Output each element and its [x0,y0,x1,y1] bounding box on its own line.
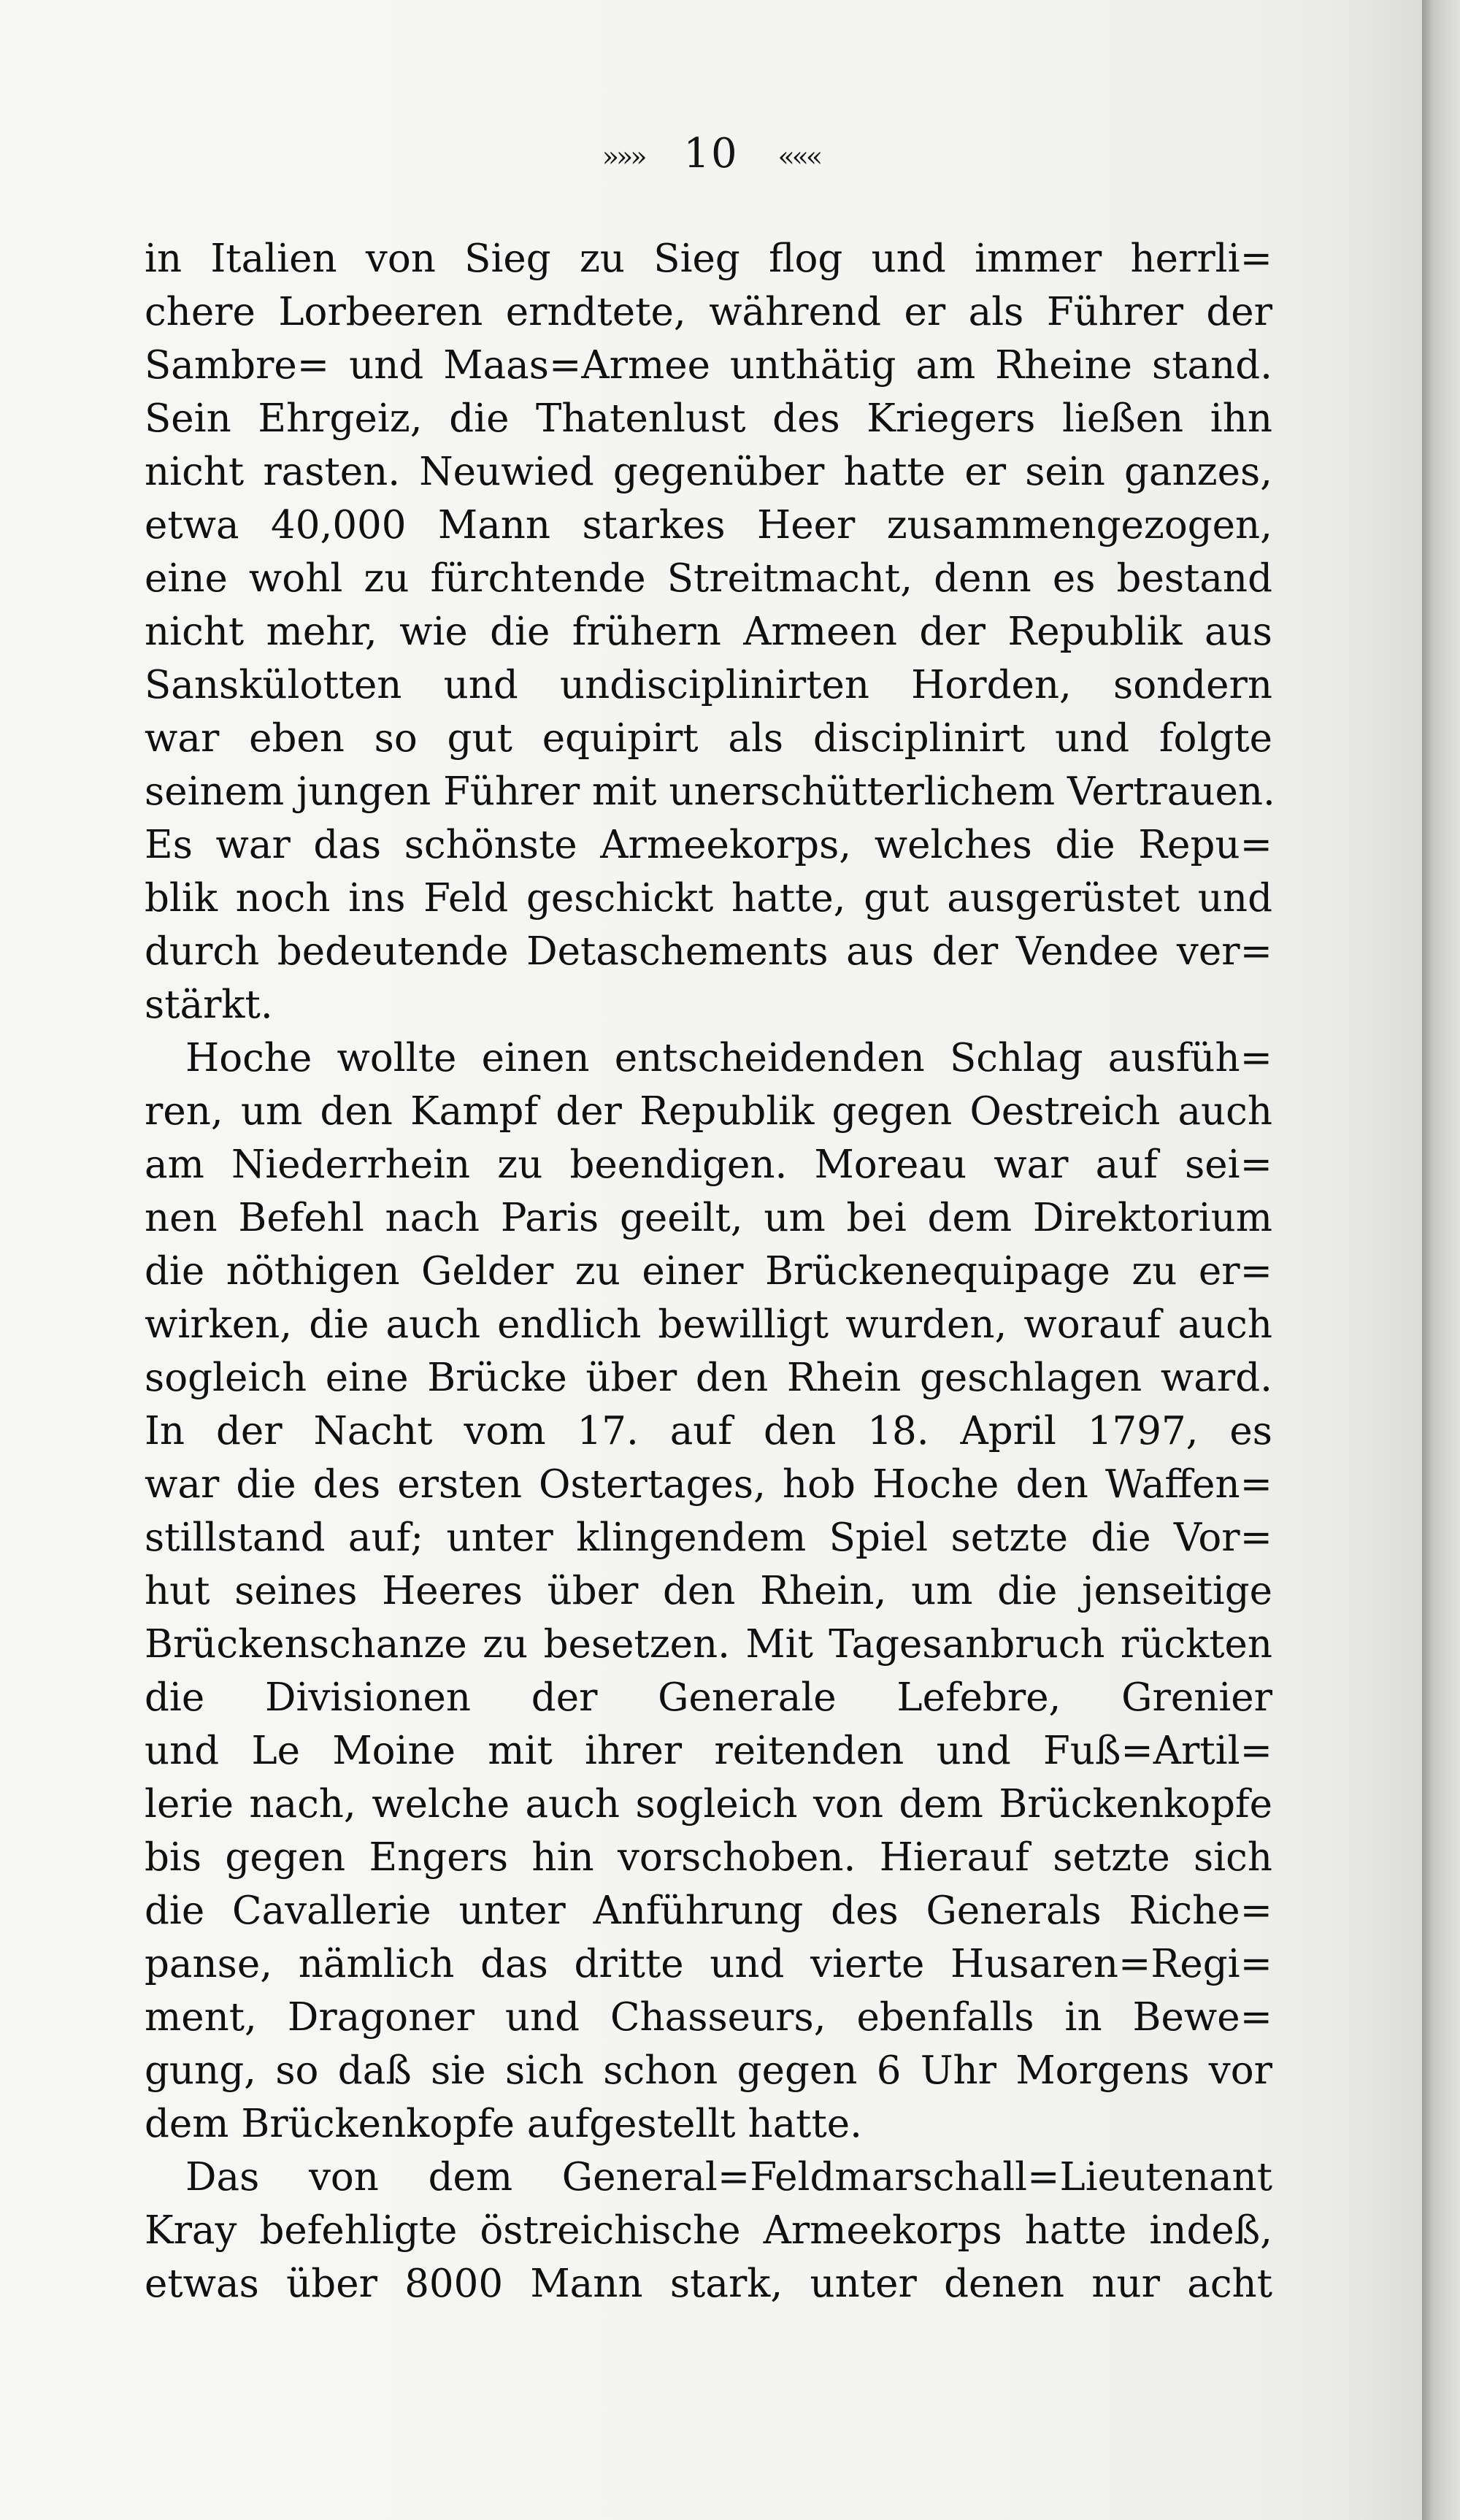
text-line: In der Nacht vom 17. auf den 18. April 1797, es [145,1409,1272,1453]
text-line: Sein Ehrgeiz, die Thatenlust des Kriegers ließen ihn [145,396,1272,441]
text-line: eine wohl zu fürchtende Streitmacht, denn es bestand [145,556,1272,601]
text-line: wirken, die auch endlich bewilligt wurden, worauf auch [145,1302,1272,1347]
text-line: nicht rasten. Neuwied gegenüber hatte er sein ganzes, [145,450,1272,494]
text-line: Das von dem General=Feldmarschall=Lieutenant [185,2155,1272,2200]
text-line: Hoche wollte einen entscheidenden Schlag ausfüh= [185,1036,1272,1080]
text-line: gung, so daß sie sich schon gegen 6 Uhr Morgens vor [145,2048,1272,2093]
text-line: die Divisionen der Generale Lefebre, Grenier [145,1675,1272,1720]
text-line: Sambre= und Maas=Armee unthätig am Rheine stand. [145,343,1272,388]
text-line: blik noch ins Feld geschickt hatte, gut ausgerüstet und [145,876,1272,921]
text-line: nicht mehr, wie die frühern Armeen der Republik aus [145,610,1272,654]
text-line: ment, Dragoner und Chasseurs, ebenfalls in Bewe= [145,1995,1272,2040]
text-line: ren, um den Kampf der Republik gegen Oestreich auch [145,1089,1272,1134]
text-line: seinem jungen Führer mit unerschütterlichem Vertrauen. [145,769,1275,814]
text-line: die Cavallerie unter Anführung des Generals Riche= [145,1889,1272,1933]
text-line: etwas über 8000 Mann stark, unter denen nur acht [145,2262,1272,2306]
text-line: lerie nach, welche auch sogleich von dem Brückenkopfe [145,1782,1272,1826]
text-line: Sanskülotten und undisciplinirten Horden, sondern [145,663,1272,707]
text-line: Kray befehligte östreichische Armeekorps hatte indeß, [145,2208,1272,2253]
text-line: stärkt. [145,983,273,1027]
text-line: sogleich eine Brücke über den Rhein geschlagen ward. [145,1356,1272,1400]
page-header [0,130,1422,177]
page-number: 10 [683,130,739,177]
text-line: hut seines Heeres über den Rhein, um die jenseitige [145,1569,1272,1613]
ornament-left: »»» [602,140,645,173]
text-line: bis gegen Engers hin vorschoben. Hierauf setzte sich [145,1835,1272,1880]
text-line: stillstand auf; unter klingendem Spiel setzte die Vor= [145,1516,1272,1560]
text-line: war eben so gut equipirt als disciplinirt und folgte [145,716,1272,761]
text-line: chere Lorbeeren erndtete, während er als Führer der [145,290,1272,334]
text-line: Brückenschanze zu besetzen. Mit Tagesanbruch rückten [145,1622,1272,1667]
body-text [145,232,1275,2310]
text-line: war die des ersten Ostertages, hob Hoche den Waffen= [145,1462,1272,1507]
text-line: und Le Moine mit ihrer reitenden und Fuß=Artil= [145,1729,1272,1773]
text-line: in Italien von Sieg zu Sieg flog und immer herrli= [145,237,1272,281]
text-line: dem Brückenkopfe aufgestellt hatte. [145,2102,862,2146]
text-line: durch bedeutende Detaschements aus der Vendee ver= [145,929,1272,974]
text-line: am Niederrhein zu beendigen. Moreau war auf sei= [145,1142,1272,1187]
text-line: nen Befehl nach Paris geeilt, um bei dem Direktorium [145,1196,1272,1240]
text-line: panse, nämlich das dritte und vierte Husaren=Regi= [145,1942,1272,1986]
text-line: die nöthigen Gelder zu einer Brückenequipage zu er= [145,1249,1272,1294]
text-line: Es war das schönste Armeekorps, welches die Repu= [145,823,1272,867]
ornament-right: ««« [777,140,821,173]
text-line: etwa 40,000 Mann starkes Heer zusammengezogen, [145,503,1272,548]
page-edge-shadow [1422,0,1460,2520]
